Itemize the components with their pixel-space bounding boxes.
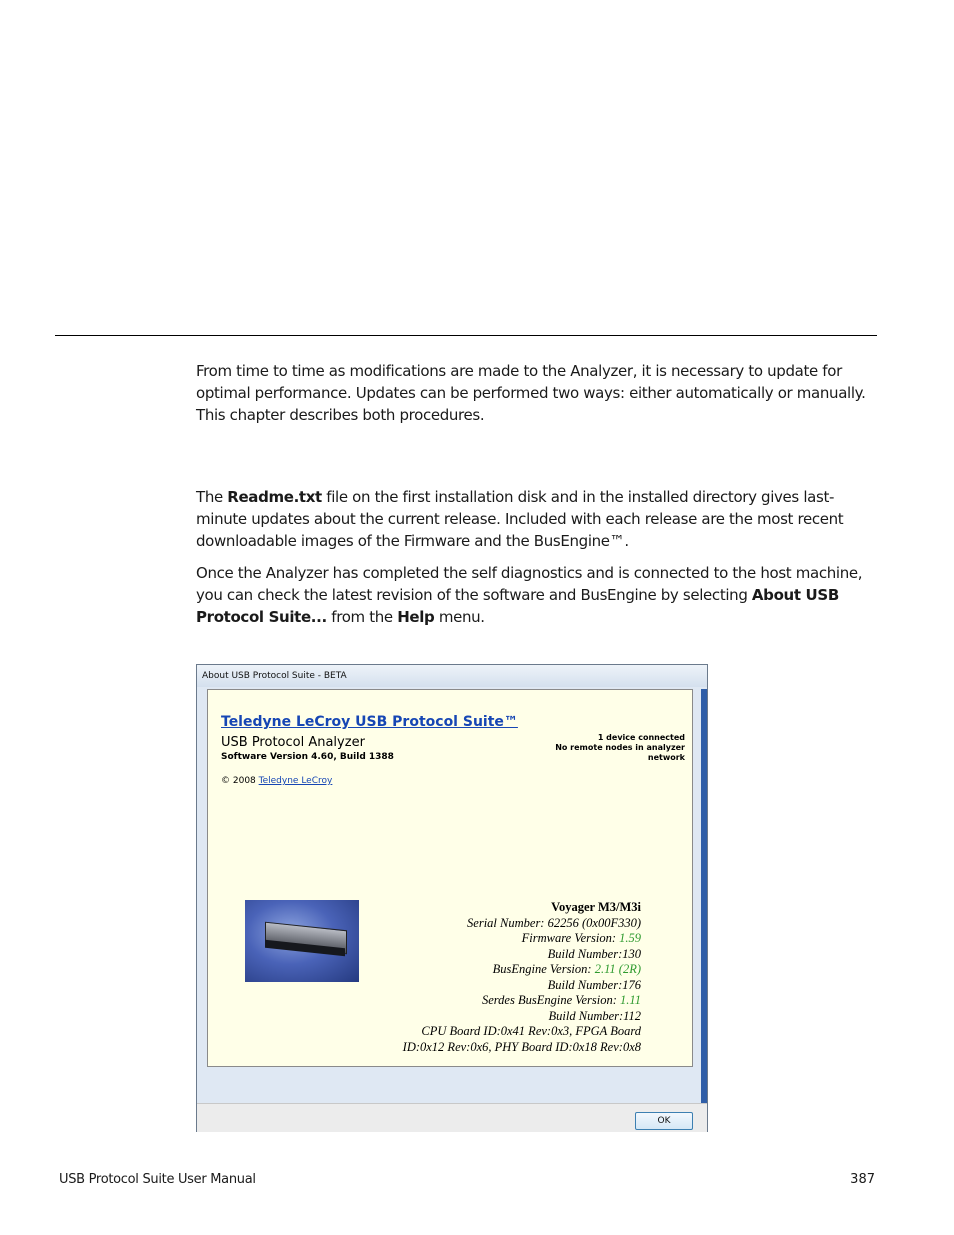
footer-manual-title: USB Protocol Suite User Manual	[59, 1172, 256, 1187]
about-dialog-screenshot	[196, 664, 708, 1132]
firmware-row	[403, 931, 641, 947]
readme-text-a: The	[196, 488, 228, 506]
board-id-line-2: ID:0x12 Rev:0x6, PHY Board ID:0x18 Rev:0x8	[402, 1039, 641, 1054]
check-text-c: from the	[326, 608, 398, 626]
remote-nodes-status-2: network	[647, 753, 685, 762]
serdes-label: Serdes BusEngine Version:	[481, 993, 617, 1007]
dialog-button-bar	[197, 1103, 707, 1132]
busengine-label: BusEngine Version:	[492, 962, 592, 976]
serial-label: Serial Number:	[467, 915, 545, 930]
readme-paragraph	[196, 486, 876, 552]
firmware-label: Firmware Version:	[521, 931, 616, 945]
app-name-link[interactable]: Teledyne LeCroy USB Protocol Suite™	[221, 714, 518, 730]
intro-text: From time to time as modifications are made to the Analyzer, it is necessary to update for optimal performance. Updates can be performed two ways: either automatically or manually. This chapter describes both procedures.	[196, 362, 866, 424]
busengine-build: Build Number:176	[547, 977, 641, 992]
serial-value: 62256 (0x00F330)	[547, 915, 641, 930]
company-link[interactable]: Teledyne LeCroy	[258, 776, 333, 786]
device-info-block	[403, 900, 641, 1055]
firmware-build: Build Number:130	[547, 946, 641, 961]
page-number: 387	[850, 1172, 875, 1187]
device-name: Voyager M3/M3i	[551, 900, 641, 914]
serdes-build: Build Number:112	[548, 1008, 641, 1023]
board-id-line-1: CPU Board ID:0x41 Rev:0x3, FPGA Board	[421, 1024, 641, 1038]
device-count-status: 1 device connected	[597, 733, 685, 742]
readme-text-c: file on the first installation disk and in the installed directory gives last-minute updates about the current release. Included with each release are the most recent downloadable images of the Firmware and the BusEngine™.	[196, 488, 844, 550]
software-version: Software Version 4.60, Build 1388	[221, 752, 394, 762]
section-divider	[55, 335, 877, 336]
remote-nodes-status: No remote nodes in analyzer	[555, 743, 685, 752]
check-version-paragraph	[196, 562, 876, 628]
analyzer-device-image	[245, 900, 359, 982]
connection-status	[527, 733, 685, 763]
busengine-row	[403, 962, 641, 978]
app-subtitle: USB Protocol Analyzer	[221, 735, 365, 750]
about-menu-item-ref: About USB Protocol Suite...	[196, 586, 839, 626]
serdes-row	[403, 993, 641, 1009]
serdes-value: 1.11	[620, 993, 641, 1007]
intro-paragraph	[196, 360, 876, 426]
dialog-title: About USB Protocol Suite - BETA	[197, 665, 707, 687]
check-text-a: Once the Analyzer has completed the self diagnostics and is connected to the host machine, you can check the latest revision of the software and BusEngine by selecting	[196, 564, 863, 604]
help-menu-ref: Help	[397, 608, 435, 626]
serial-row	[403, 916, 641, 932]
copyright	[221, 776, 332, 786]
check-text-e: menu.	[434, 608, 485, 626]
busengine-value: 2.11 (2R)	[594, 962, 641, 976]
ok-button[interactable]: OK	[635, 1112, 693, 1130]
dialog-side-edge	[701, 689, 707, 1129]
copyright-prefix: © 2008	[221, 776, 259, 786]
firmware-value: 1.59	[619, 931, 641, 945]
readme-filename: Readme.txt	[227, 488, 322, 506]
